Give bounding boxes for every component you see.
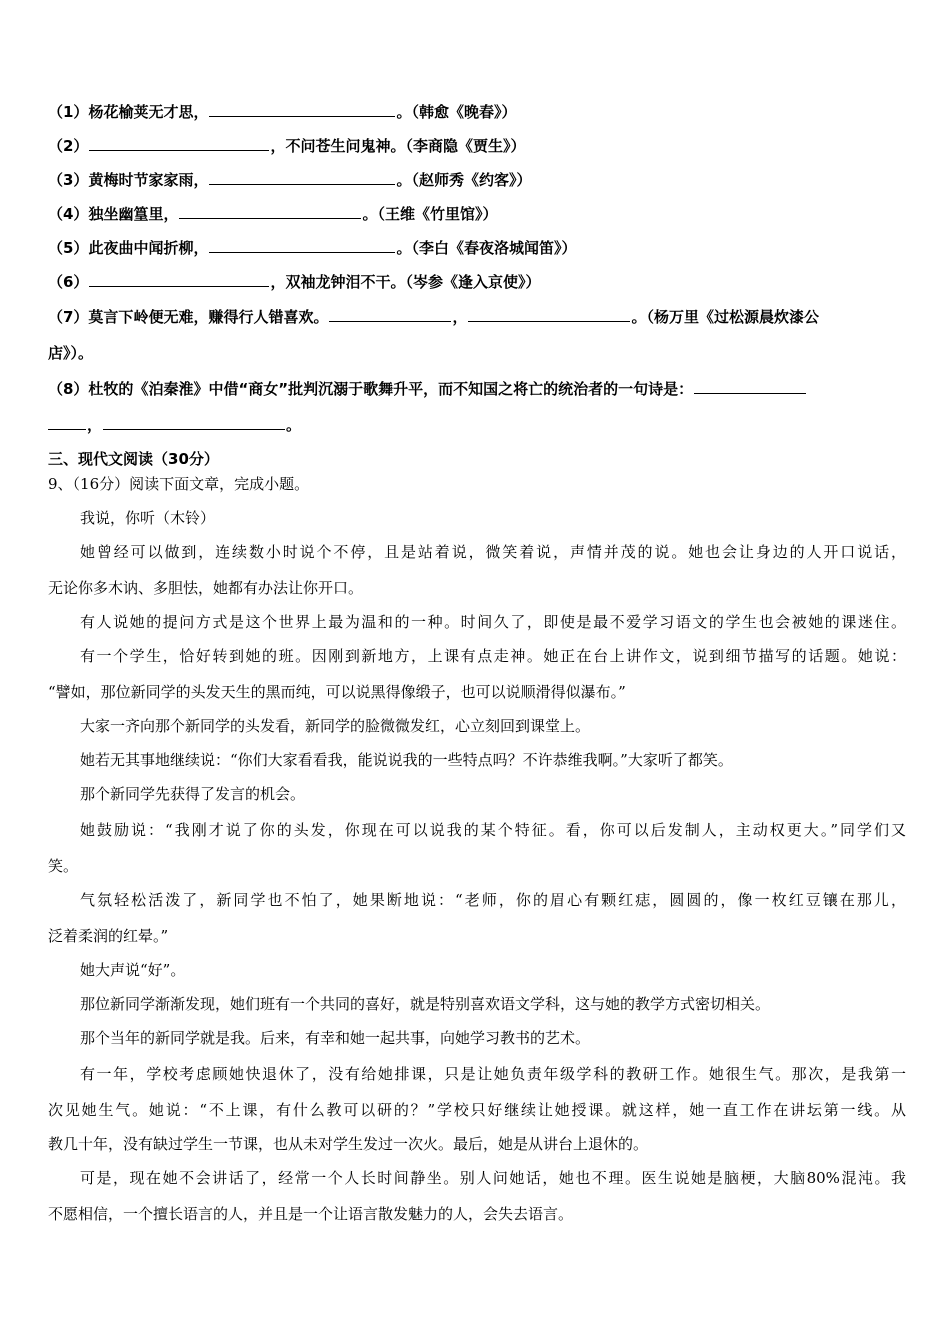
article-line: 有一年，学校考虑顾她快退休了，没有给她排课，只是让她负责年级学科的教研工作。她很生气。那次，是我第一: [80, 1065, 906, 1083]
article-line: 那个当年的新同学就是我。后来，有幸和她一起共事，向她学习教书的艺术。: [80, 1029, 591, 1047]
article-line: 她鼓励说：“我刚才说了你的头发，你现在可以说我的某个特征。看，你可以后发制人，主动权更大。”同学们又: [80, 821, 906, 839]
item-source: 。（王维《竹里馆》）: [362, 205, 498, 223]
article-title: [80, 507, 906, 529]
poetry-item-3: [48, 169, 906, 191]
article-line: 有人说她的提问方式是这个世界上最为温和的一种。时间久了，即使是最不爱学习语文的学生也会被她的课迷住。: [80, 613, 906, 631]
article-line: 无论你多木讷、多胆怯，她都有办法让你开口。: [48, 579, 364, 597]
poetry-item-4: [48, 203, 906, 225]
item-text: 黄梅时节家家雨，: [88, 171, 209, 189]
item-source: 。（赵师秀《约客》）: [396, 171, 532, 189]
poetry-item-5: [48, 237, 906, 259]
article-line: 有一个学生，恰好转到她的班。因刚到新地方，上课有点走神。她正在台上讲作文，说到细节描写的话题。她说：: [80, 647, 906, 665]
answer-blank[interactable]: [209, 102, 395, 117]
answer-blank[interactable]: [468, 307, 630, 322]
article-line: 泛着柔润的红晕。”: [48, 927, 169, 945]
article-line: 笑。: [48, 857, 79, 875]
article-line: 教几十年，没有缺过学生一节课，也从未对学生发过一次火。最后，她是从讲台上退休的。: [48, 1135, 649, 1153]
poetry-item-7: [48, 306, 906, 328]
item-number: （1）: [48, 103, 89, 121]
poetry-item-2: [48, 135, 906, 157]
item-number: （4）: [48, 205, 89, 223]
item-number: （3）: [48, 171, 89, 189]
article-line: 她若无其事地继续说：“你们大家看看我，能说说我的一些特点吗？不许恭维我啊。”大家听了都笑。: [80, 751, 733, 769]
item-source: 。（韩愈《晚春》）: [396, 103, 517, 121]
article-line: 那位新同学渐渐发现，她们班有一个共同的喜好，就是特别喜欢语文学科，这与她的教学方式密切相关。: [80, 995, 771, 1013]
item-text: （8）杜牧的《泊秦淮》中借“商女”批判沉溺于歌舞升平，而不知国之将亡的统治者的一句诗是：: [48, 380, 694, 398]
poetry-item-7-cont: [48, 342, 906, 364]
answer-blank[interactable]: [48, 415, 86, 430]
article-line: 大家一齐向那个新同学的头发看，新同学的脸微微发红，心立刻回到课堂上。: [80, 717, 591, 735]
answer-blank[interactable]: [179, 204, 361, 219]
poetry-item-8: [48, 378, 906, 400]
section-heading: [48, 448, 906, 470]
article-title-text: 我说，你听（木铃）: [80, 509, 216, 527]
question-text: 9、（16分）阅读下面文章，完成小题。: [48, 475, 310, 493]
answer-blank[interactable]: [89, 272, 269, 287]
article-line: 那个新同学先获得了发言的机会。: [80, 785, 306, 803]
question-prompt: [48, 473, 906, 495]
article-line: 不愿相信，一个擅长语言的人，并且是一个让语言散发魅力的人，会失去语言。: [48, 1205, 574, 1223]
item-source: 店》）。: [48, 344, 94, 362]
item-end: 。: [286, 416, 302, 434]
item-number: （6）: [48, 273, 89, 291]
answer-blank[interactable]: [89, 136, 269, 151]
item-text: 此夜曲中闻折柳，: [88, 239, 209, 257]
article-line: 气氛轻松活泼了，新同学也不怕了，她果断地说：“老师，你的眉心有颗红痣，圆圆的，像一枚红豆镶在那儿，: [80, 891, 906, 909]
article-line: 她曾经可以做到，连续数小时说个不停，且是站着说，微笑着说，声情并茂的说。她也会让身边的人开口说话，: [80, 543, 906, 561]
section-title: 三、现代文阅读（30分）: [48, 450, 219, 468]
item-text: 杨花榆荚无才思，: [88, 103, 209, 121]
article-line: 次见她生气。她说：“不上课，有什么教可以研的？”学校只好继续让她授课。就这样，她一直工作在讲坛第一线。从: [48, 1101, 906, 1119]
poetry-item-8-cont: [48, 414, 906, 436]
item-text: （7）莫言下岭便无难，赚得行人错喜欢。: [48, 308, 329, 326]
answer-blank[interactable]: [694, 379, 806, 394]
answer-blank[interactable]: [103, 415, 285, 430]
item-source: 。（李白《春夜洛城闻笛》）: [396, 239, 577, 257]
item-number: （5）: [48, 239, 89, 257]
poetry-item-6: [48, 271, 906, 293]
item-source: ，不问苍生问鬼神。（李商隐《贾生》）: [270, 137, 526, 155]
poetry-item-1: [48, 101, 906, 123]
item-source: 。（杨万里《过松源晨炊漆公: [631, 308, 819, 326]
item-separator: ，: [452, 308, 468, 326]
item-text: 独坐幽篁里，: [88, 205, 179, 223]
article-line: “譬如，那位新同学的头发天生的黑而纯，可以说黑得像缎子，也可以说顺滑得似瀑布。”: [48, 683, 626, 701]
answer-blank[interactable]: [329, 307, 451, 322]
item-number: （2）: [48, 137, 89, 155]
item-separator: ，: [87, 416, 103, 434]
answer-blank[interactable]: [209, 170, 395, 185]
answer-blank[interactable]: [209, 238, 395, 253]
item-source: ，双袖龙钟泪不干。（岑参《逢入京使》）: [270, 273, 541, 291]
article-line: 她大声说“好”。: [80, 961, 186, 979]
article-line: 可是，现在她不会讲话了，经常一个人长时间静坐。别人问她话，她也不理。医生说她是脑梗，大脑80%混沌。我: [80, 1169, 906, 1187]
